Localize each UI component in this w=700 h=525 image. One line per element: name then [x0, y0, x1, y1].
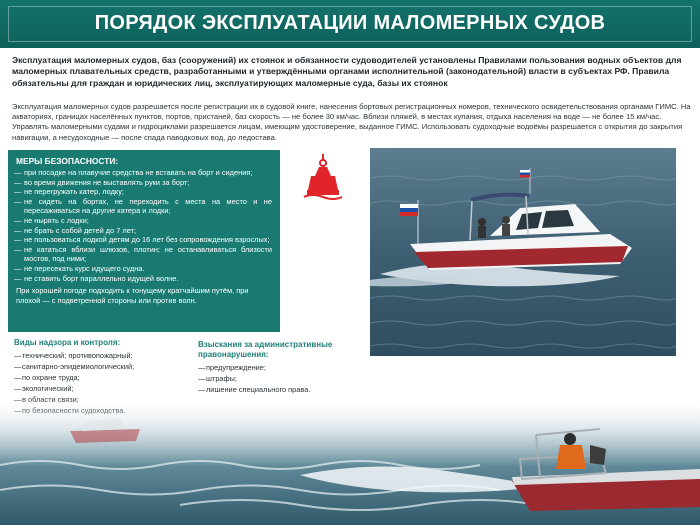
intro-bold-paragraph: Эксплуатация маломерных судов, баз (сооружений) их стоянок и обязанности судоводителей установлены Правилами пользования водных объектов для маломерных плавательных средств, разработанными и утверждёнными органами исполнительной (законодательной) власти в субъектах РФ. Правила обязательны для граждан и юридических лиц, эксплуатирующих маломерные суда, базы их стоянок [12, 55, 682, 88]
supervision-item: — санитарно-эпидемиологический; [14, 361, 194, 372]
page-title: ПОРЯДОК ЭКСПЛУАТАЦИИ МАЛОМЕРНЫХ СУДОВ [94, 12, 606, 34]
safety-title: МЕРЫ БЕЗОПАСНОСТИ: [16, 156, 119, 166]
supervision-item: — экологический; [14, 383, 194, 394]
safety-item: — не перегружать катер, лодку; [16, 187, 272, 197]
boat-patrol-scene [0, 395, 700, 525]
supervision-item: — технический; противопожарный; [14, 350, 194, 361]
header-bar [0, 0, 700, 48]
motorboat-photo [370, 148, 676, 356]
safety-item: — не пользоваться лодкой детям до 16 лет без сопровождения взрослых; [16, 235, 272, 245]
penalties-title: Взыскания за административные правонарушения: [198, 340, 333, 359]
penalties-item: — лишение специального права. [198, 384, 358, 395]
safety-note: При хорошей погоде подходить к тонущему кратчайшим путём, при плохой — с подветренной стороны или против волн. [16, 286, 249, 305]
safety-measures-box [8, 150, 280, 332]
buoy-icon [298, 152, 348, 200]
safety-item: — не брать с собой детей до 7 лет; [16, 226, 272, 236]
safety-item: — при посадке на плавучие средства не вставать на борт и сидения; [16, 168, 272, 178]
safety-item: — не сидеть на бортах, не переходить с места на место и не пересаживаться на другие катера и лодки; [16, 197, 272, 216]
supervision-item: — по охране труда; [14, 372, 194, 383]
safety-item: — не кататься вблизи шлюзов, плотин; не останавливаться близости мостов, под ними; [16, 245, 272, 264]
safety-item: — не нырять с лодки; [16, 216, 272, 226]
intro-paragraph: Эксплуатация маломерных судов разрешается после регистрации их в судовой книге, нанесения бортовых регистрационных номеров, технического освидетельствования органами ГИМС. На акваториях, границах населённых пунктов, портов, пристаней, баз скорость — не более 30 км/час. Вблизи пляжей, в местах купания, отдыха населения на воде — не более 15 км/час. Управлять маломерными судами и гидроциклами разрешается лицам, имеющим удостоверение, выданное ГИМС. Использовать судоходные водоёмы разрешается с открытия до закрытия навигации, а несудоходные — после спада паводковых вод, до ледостава. [12, 102, 691, 142]
penalties-list [198, 362, 358, 395]
safety-list [16, 168, 272, 283]
safety-item: — во время движения не выставлять руки за борт; [16, 178, 272, 188]
penalties-item: — предупреждение; [198, 362, 358, 373]
penalties-item: — штрафы; [198, 373, 358, 384]
supervision-title: Виды надзора и контроля: [14, 338, 121, 347]
safety-item: — не ставить борт параллельно идущей волне. [16, 274, 272, 284]
safety-item: — не пересекать курс идущего судна. [16, 264, 272, 274]
